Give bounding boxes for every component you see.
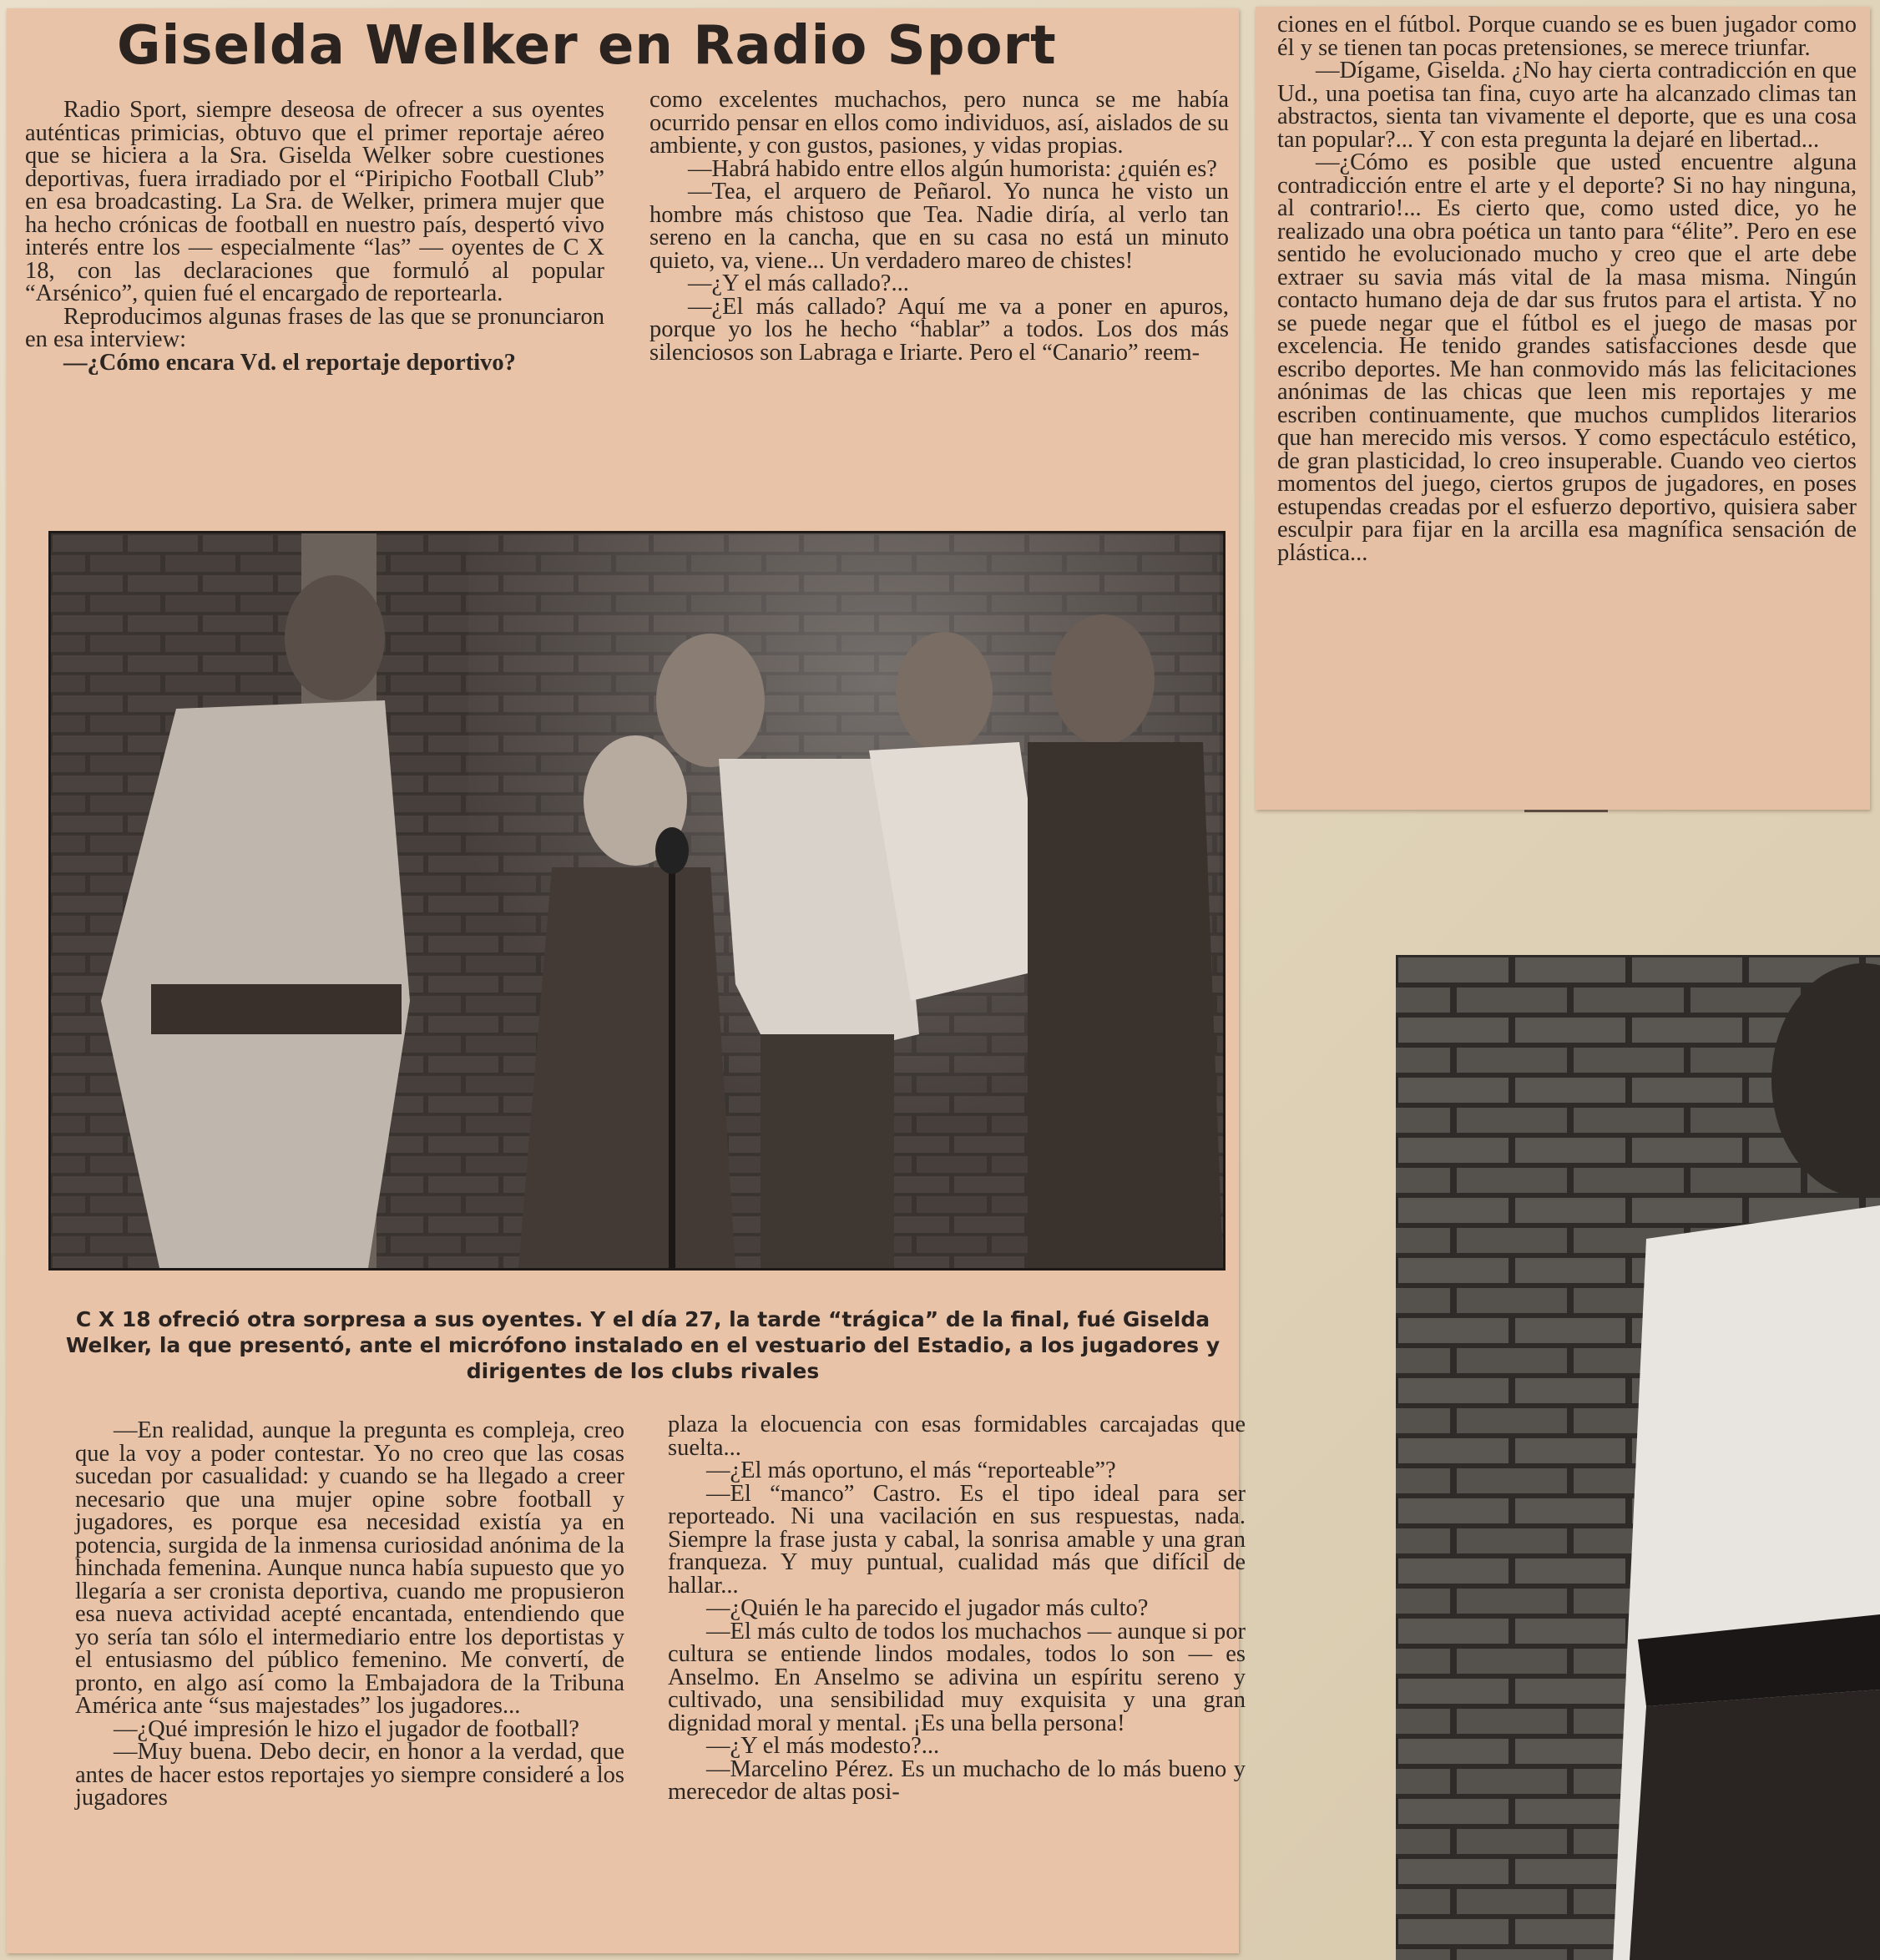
paragraph: —Tea, el arquero de Peñarol. Yo nunca he visto un hombre más chistoso que Tea. Nadie diría, al verlo tan sereno en la cancha, que en su casa no está un minuto quieto, va, viene... Un verdadero mareo de chistes!: [649, 179, 1229, 274]
article-column-2: [649, 88, 1229, 364]
paragraph: —El más culto de todos los muchachos — aunque si por cultura se entiende lindos modales, todos lo son — es Anselmo. En Anselmo se adivina un espíritu sereno y cultivado, una sensibilidad muy exquisita y una gran dignidad moral y mental. ¡Es una bella persona!: [668, 1618, 1246, 1736]
paragraph: como excelentes muchachos, pero nunca se me había ocurrido pensar en ellos como individuos, así, aislados de su ambiente, y con gustos, pasiones, y vidas propias.: [649, 87, 1229, 159]
paragraph: —El “manco” Castro. Es el tipo ideal para ser reporteado. Ni una vacilación en sus respuestas, nada. Siempre la frase justa y cabal, la sonrisa amable y una gran franqueza. Y muy puntual, cualidad más que difícil de hallar...: [668, 1480, 1246, 1599]
paragraph: —En realidad, aunque la pregunta es compleja, creo que la voy a poder contestar. Yo no creo que las cosas sucedan por casualidad: y cuando se ha llegado a creer necesario que una mujer opine sobre football y jugadores, es porque esa necesidad existía ya en potencia, surgida de la inmensa curiosidad anónima de la hinchada femenina. Aunque nunca había supuesto que yo llegaría a ser cronista deportiva, cuando me propusieron esa nueva actividad acepté encantada, entendiendo que yo sería tan sólo el intermediario entre los deportistas y el entusiasmo del público femenino. Me convertí, de pronto, en algo así como la Embajadora de la Tribuna América ante “sus majestades” los jugadores...: [75, 1417, 624, 1719]
paragraph: —¿El más oportuno, el más “reporteable”?: [706, 1457, 1116, 1483]
paragraph: plaza la elocuencia con esas formidables carcajadas que suelta...: [668, 1412, 1246, 1461]
paragraph: Radio Sport, siempre deseosa de ofrecer a sus oyentes auténticas primicias, obtuvo que el primer reportaje aéreo que se hiciera a la Sra. Giselda Welker sobre cuestiones deportivas, fuera irradiado por el “Piripicho Football Club” en esa broadcasting. La Sra. de Welker, primera mujer que ha hecho crónicas de football en nuestro país, despertó vivo interés entre los — especialmente “las” — oyentes de C X 18, con las declaraciones que formuló al popular “Arsénico”, quien fué el encargado de reportearla.: [25, 97, 604, 306]
article-column-1: [25, 99, 604, 374]
photo-caption: C X 18 ofreció otra sorpresa a sus oyentes. Y el día 27, la tarde “trágica” de la final, fué Giselda Welker, la que presentó, ante el micrófono instalado en el vestuario del Estadio, a los jugadores y dirigentes de los clubs rivales: [65, 1307, 1220, 1383]
paragraph: —¿El más callado? Aquí me va a poner en apuros, porque yo los he hecho “hablar” a todos. Los dos más silenciosos son Labraga e Iriarte. Pero el “Canario” reem-: [649, 293, 1229, 366]
article-column-3: [1277, 13, 1857, 564]
second-photograph: [1396, 955, 1880, 1960]
paragraph: —¿Y el más callado?...: [688, 270, 909, 296]
paragraph: ciones en el fútbol. Porque cuando se es buen jugador como él y se tienen tan pocas pretensiones, se merece triunfar.: [1277, 12, 1857, 61]
paragraph: —¿Cómo encara Vd. el reportaje deportivo?: [63, 349, 516, 376]
column-end-rule: [1524, 810, 1608, 812]
paragraph: —¿Cómo es posible que usted encuentre alguna contradicción entre el arte y el deporte? Si no hay ninguna, al contrario!... Es cierto que, como usted dice, yo he realizado una obra poética un tanto para “élite”. Pero en ese sentido he evolucionado mucho y creo que el arte debe extraer su savia más vital de la masa misma. Ningún contacto humano deja de dar sus frutos para el artista. Y no se puede negar que el fútbol es el juego de masas por excelencia. He tenido grandes satisfacciones desde que escribo deportes. Me han conmovido más las felicitaciones anónimas de las chicas que leen mis reportajes y me escriben continuamente, que muchos cumplidos literarios que han merecido mis versos. Y como espectáculo estético, de gran plasticidad, lo creo insuperable. Cuando veo ciertos momentos del juego, ciertos grupos de jugadores, en poses estupendas creadas por el esfuerzo deportivo, quisiera saber esculpir para fijar en la arcilla esa magnífica sensación de plástica...: [1277, 149, 1857, 566]
headline: Giselda Welker en Radio Sport: [117, 15, 1057, 77]
paragraph: —Marcelino Pérez. Es un muchacho de lo más bueno y merecedor de altas posi-: [668, 1755, 1246, 1805]
paragraph: —Dígame, Giselda. ¿No hay cierta contradicción en que Ud., una poetisa tan fina, cuyo arte ha alcanzado climas tan abstractos, sienta tan vivamente el deporte, que es una cosa tan popular?... Y con esta pregunta la dejaré en libertad...: [1277, 58, 1857, 153]
paragraph: —¿Y el más modesto?...: [706, 1733, 940, 1759]
paragraph: —¿Qué impresión le hizo el jugador de football?: [114, 1715, 579, 1742]
article-column-4: [75, 1419, 624, 1810]
press-photo: [48, 531, 1226, 1270]
paragraph: —¿Quién le ha parecido el jugador más culto?: [706, 1595, 1149, 1621]
article-column-5: [668, 1413, 1246, 1804]
paragraph: —Muy buena. Debo decir, en honor a la verdad, que antes de hacer estos reportajes yo siempre consideré a los jugadores: [75, 1739, 624, 1811]
paragraph: Reproducimos algunas frases de las que se pronunciaron en esa interview:: [25, 303, 604, 352]
paragraph: —Habrá habido entre ellos algún humorista: ¿quién es?: [688, 155, 1217, 182]
